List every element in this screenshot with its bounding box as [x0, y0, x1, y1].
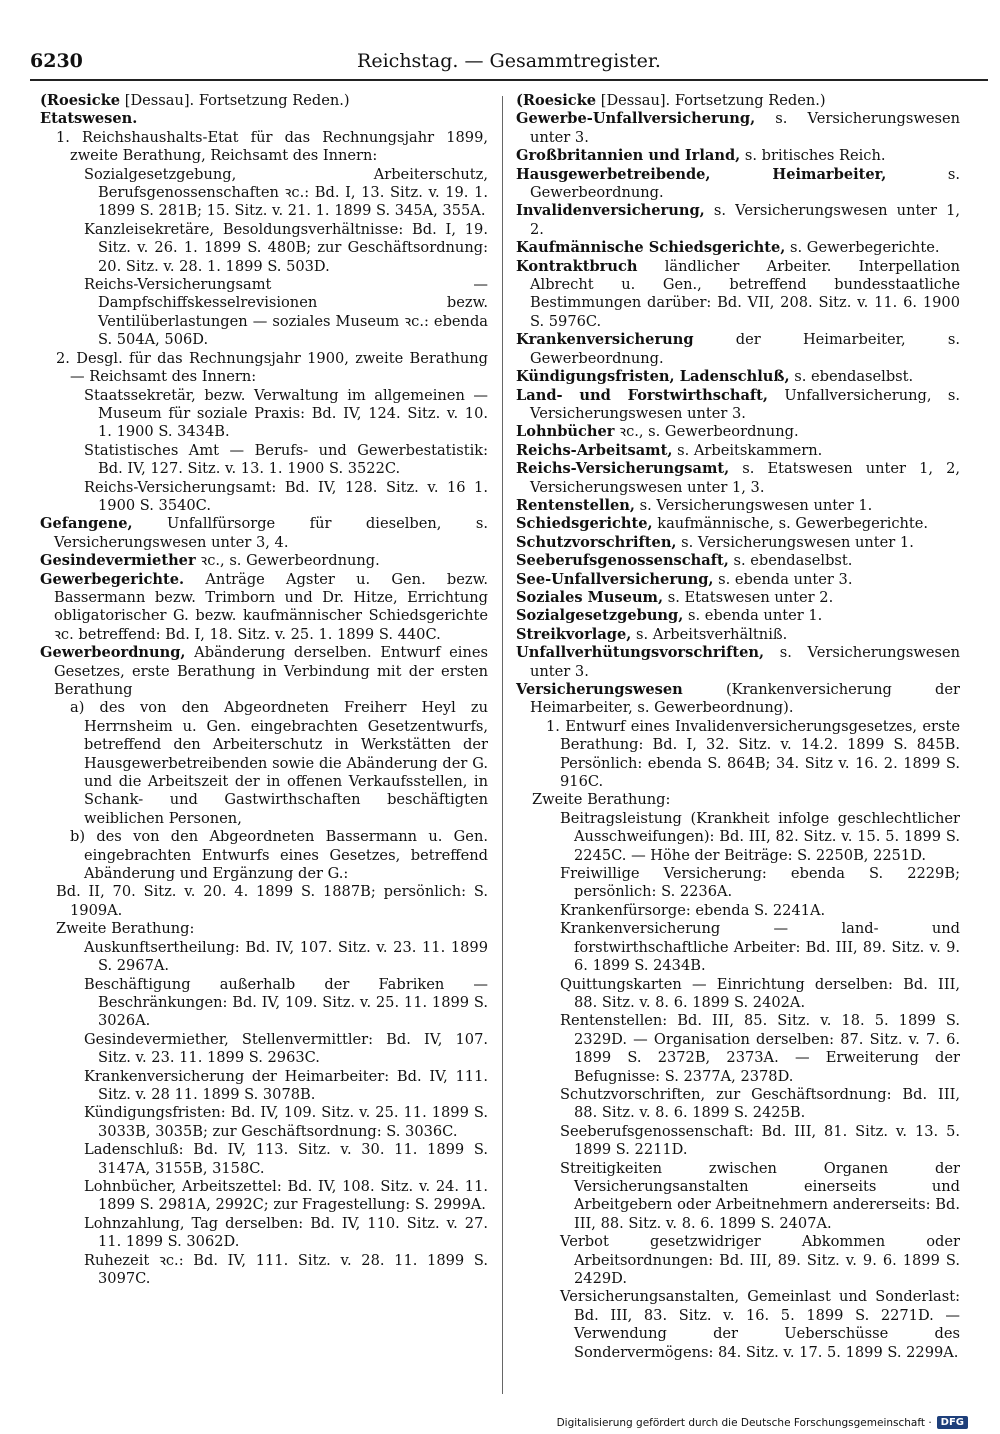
- index-entry: Rentenstellen, s. Versicherungswesen unter 1.: [516, 496, 873, 514]
- index-entry: Lohnbücher ꝛc., s. Gewerbeordnung.: [516, 423, 799, 441]
- index-entry: Krankenversicherung — land- und forstwirthschaftliche Arbeiter: Bd. III, 89. Sitz. v. 9. 6. 1899 S. 2434B.: [560, 920, 960, 975]
- index-entry: Sozialgesetzgebung, Arbeiterschutz, Berufsgenossenschaften ꝛc.: Bd. I, 13. Sitz. v. 19. 1. 1899 S. 281B; 15. Sitz. v. 21. 1. 1899 S. 345A, 355A.: [84, 165, 488, 220]
- index-entry: (Roesicke [Dessau]. Fortsetzung Reden.): [40, 92, 350, 109]
- index-entry: Soziales Museum, s. Etatswesen unter 2.: [516, 588, 834, 606]
- index-entry: Staatssekretär, bezw. Verwaltung im allgemeinen — Museum für soziale Praxis: Bd. IV, 124. Sitz. v. 10. 1. 1900 S. 3434B.: [84, 386, 488, 441]
- index-entry: Kontraktbruch ländlicher Arbeiter. Interpellation Albrecht u. Gen., betreffend bundesstaatliche Bestimmungen darüber: Bd. VII, 208. Sitz. v. 11. 6. 1900 S. 5976C.: [516, 257, 960, 330]
- footer: [557, 1416, 968, 1429]
- index-entry: Beitragsleistung (Krankheit infolge geschlechtlicher Ausschweifungen): Bd. III, 82. Sitz. v. 15. 5. 1899 S. 2245C. — Höhe der Beiträge: S. 2250B, 2251D.: [560, 809, 960, 864]
- index-entry: Ladenschluß: Bd. IV, 113. Sitz. v. 30. 11. 1899 S. 3147A, 3155B, 3158C.: [84, 1141, 488, 1177]
- index-entry: Zweite Berathung:: [56, 920, 195, 938]
- index-entry: Kündigungsfristen, Ladenschluß, s. ebendaselbst.: [516, 368, 914, 386]
- index-entry: Kündigungsfristen: Bd. IV, 109. Sitz. v. 25. 11. 1899 S. 3033B, 3035B; zur Geschäftsordnung: S. 3036C.: [84, 1104, 488, 1140]
- index-entry: Seeberufsgenossenschaft, s. ebendaselbst.: [516, 552, 853, 570]
- index-entry: 1. Entwurf eines Invalidenversicherungsgesetzes, erste Berathung: Bd. I, 32. Sitz. v. 14.2. 1899 S. 845B. Persönlich: ebenda S. 864B; 34. Sitz v. 16. 2. 1899 S. 916C.: [546, 717, 960, 791]
- index-entry: Krankenfürsorge: ebenda S. 2241A.: [560, 901, 826, 919]
- index-entry: Statistisches Amt — Berufs- und Gewerbestatistik: Bd. IV, 127. Sitz. v. 13. 1. 1900 S. 3522C.: [84, 441, 488, 478]
- index-entry: Ruhezeit ꝛc.: Bd. IV, 111. Sitz. v. 28. 11. 1899 S. 3097C.: [84, 1251, 488, 1287]
- column-divider: [502, 96, 503, 1394]
- index-entry: Gewerbegerichte. Anträge Agster u. Gen. bezw. Bassermann bezw. Trimborn und Dr. Hitze, Errichtung obligatorischer G. bezw. kaufmännischer Schiedsgerichte ꝛc. betreffend: Bd. I, 18. Sitz. v. 25. 1. 1899 S. 440C.: [40, 570, 488, 643]
- index-entry: Versicherungswesen (Krankenversicherung der Heimarbeiter, s. Gewerbeordnung).: [516, 681, 960, 717]
- index-entry: Kaufmännische Schiedsgerichte, s. Gewerbegerichte.: [516, 239, 940, 257]
- index-entry: Etatswesen.: [40, 110, 138, 128]
- index-entry: Sozialgesetzgebung, s. ebenda unter 1.: [516, 607, 823, 625]
- page-header: [30, 50, 988, 76]
- index-entry: Gesindevermiether ꝛc., s. Gewerbeordnung.: [40, 552, 380, 570]
- page-number: 6230: [30, 50, 83, 72]
- index-entry: Lohnzahlung, Tag derselben: Bd. IV, 110. Sitz. v. 27. 11. 1899 S. 3062D.: [84, 1214, 488, 1251]
- index-entry: Lohnbücher, Arbeitszettel: Bd. IV, 108. Sitz. v. 24. 11. 1899 S. 2981A, 2992C; zur Fragestellung: S. 2999A.: [84, 1177, 488, 1214]
- index-entry: Reichs-Versicherungsamt — Dampfschiffskesselrevisionen bezw. Ventilüberlastungen — soziales Museum ꝛc.: ebenda S. 504A, 506D.: [84, 276, 488, 349]
- index-entry: Rentenstellen: Bd. III, 85. Sitz. v. 18. 5. 1899 S. 2329D. — Organisation derselben: 87. Sitz. v. 7. 6. 1899 S. 2372B, 2373A. — Erweiterung der Befugnisse: S. 2377A, 2378D.: [560, 1012, 960, 1085]
- index-entry: Freiwillige Versicherung: ebenda S. 2229B; persönlich: S. 2236A.: [560, 865, 960, 901]
- index-entry: Seeberufsgenossenschaft: Bd. III, 81. Sitz. v. 13. 5. 1899 S. 2211D.: [560, 1122, 960, 1159]
- header-rule: [30, 79, 988, 81]
- index-entry: 1. Reichshaushalts-Etat für das Rechnungsjahr 1899, zweite Berathung, Reichsamt des Innern:: [56, 128, 488, 165]
- index-entry: Verbot gesetzwidriger Abkommen oder Arbeitsordnungen: Bd. III, 89. Sitz. v. 9. 6. 1899 S. 2429D.: [560, 1233, 960, 1287]
- dfg-logo[interactable]: DFG: [937, 1416, 968, 1429]
- right-column: [516, 92, 960, 1362]
- index-entry: Streitigkeiten zwischen Organen der Versicherungsanstalten einerseits und Arbeitgebern oder Arbeitnehmern andererseits: Bd. III, 88. Sitz. v. 8. 6. 1899 S. 2407A.: [560, 1159, 960, 1232]
- index-entry: Reichs-Arbeitsamt, s. Arbeitskammern.: [516, 441, 823, 459]
- index-entry: Kanzleisekretäre, Besoldungsverhältnisse: Bd. I, 19. Sitz. v. 26. 1. 1899 S. 480B; zur Geschäftsordnung: 20. Sitz. v. 28. 1. 1899 S. 503D.: [84, 220, 488, 275]
- index-entry: Krankenversicherung der Heimarbeiter, s. Gewerbeordnung.: [516, 331, 960, 367]
- index-entry: Reichs-Versicherungsamt, s. Etatswesen unter 1, 2, Versicherungswesen unter 1, 3.: [516, 460, 960, 496]
- index-entry: Reichs-Versicherungsamt: Bd. IV, 128. Sitz. v. 16 1. 1900 S. 3540C.: [84, 478, 488, 514]
- footer-text: Digitalisierung gefördert durch die Deutsche Forschungsgemeinschaft ·: [556, 1416, 932, 1429]
- index-entry: Unfallverhütungsvorschriften, s. Versicherungswesen unter 3.: [516, 644, 960, 680]
- index-entry: Land- und Forstwirthschaft, Unfallversicherung, s. Versicherungswesen unter 3.: [516, 386, 960, 422]
- index-entry: Großbritannien und Irland, s. britisches Reich.: [516, 147, 886, 165]
- index-entry: a) des von den Abgeordneten Freiherr Heyl zu Herrnsheim u. Gen. eingebrachten Gesetzentwurfs, betreffend den Arbeiterschutz in Werkstätten der Hausgewerbetreibenden sowie die Abänderung der G. und die Arbeitszeit der in offenen Verkaufsstellen, in Schank- und Gastwirthschaften beschäftigten weiblichen Personen,: [70, 699, 488, 827]
- index-entry: See-Unfallversicherung, s. ebenda unter 3.: [516, 570, 853, 588]
- index-entry: Gefangene, Unfallfürsorge für dieselben, s. Versicherungswesen unter 3, 4.: [40, 515, 488, 551]
- left-column: [40, 92, 488, 1288]
- index-entry: Streikvorlage, s. Arbeitsverhältniß.: [516, 625, 788, 643]
- index-entry: Auskunftsertheilung: Bd. IV, 107. Sitz. v. 23. 11. 1899 S. 2967A.: [84, 938, 488, 975]
- index-entry: Versicherungsanstalten, Gemeinlast und Sonderlast: Bd. III, 83. Sitz. v. 16. 5. 1899 S. 2271D. — Verwendung der Ueberschüsse des Sondervermögens: 84. Sitz. v. 17. 5. 1899 S. 2299A.: [560, 1288, 960, 1361]
- index-entry: Bd. II, 70. Sitz. v. 20. 4. 1899 S. 1887B; persönlich: S. 1909A.: [56, 883, 488, 919]
- index-entry: Schutzvorschriften, zur Geschäftsordnung: Bd. III, 88. Sitz. v. 8. 6. 1899 S. 2425B.: [560, 1085, 960, 1122]
- index-entry: Gesindevermiether, Stellenvermittler: Bd. IV, 107. Sitz. v. 23. 11. 1899 S. 2963C.: [84, 1030, 488, 1067]
- index-entry: Schutzvorschriften, s. Versicherungswesen unter 1.: [516, 533, 914, 551]
- index-entry: Invalidenversicherung, s. Versicherungswesen unter 1, 2.: [516, 202, 960, 238]
- index-entry: Krankenversicherung der Heimarbeiter: Bd. IV, 111. Sitz. v. 28 11. 1899 S. 3078B.: [84, 1067, 488, 1103]
- index-entry: Quittungskarten — Einrichtung derselben: Bd. III, 88. Sitz. v. 8. 6. 1899 S. 2402A.: [560, 975, 960, 1011]
- index-entry: Gewerbeordnung, Abänderung derselben. Entwurf eines Gesetzes, erste Berathung in Verbindung mit der ersten Berathung: [40, 644, 488, 698]
- index-entry: Zweite Berathung:: [532, 791, 671, 809]
- index-entry: Beschäftigung außerhalb der Fabriken — Beschränkungen: Bd. IV, 109. Sitz. v. 25. 11. 1899 S. 3026A.: [84, 975, 488, 1030]
- index-entry: (Roesicke [Dessau]. Fortsetzung Reden.): [516, 92, 826, 109]
- index-entry: b) des von den Abgeordneten Bassermann u. Gen. eingebrachten Entwurfs eines Gesetzes, betreffend Abänderung und Ergänzung der G.:: [70, 828, 488, 883]
- running-title: Reichstag. — Gesammtregister.: [357, 50, 661, 72]
- index-entry: 2. Desgl. für das Rechnungsjahr 1900, zweite Berathung — Reichsamt des Innern:: [56, 349, 488, 386]
- index-entry: Schiedsgerichte, kaufmännische, s. Gewerbegerichte.: [516, 515, 929, 533]
- index-entry: Gewerbe-Unfallversicherung, s. Versicherungswesen unter 3.: [516, 110, 960, 146]
- index-entry: Hausgewerbetreibende, Heimarbeiter, s. Gewerbeordnung.: [516, 165, 960, 202]
